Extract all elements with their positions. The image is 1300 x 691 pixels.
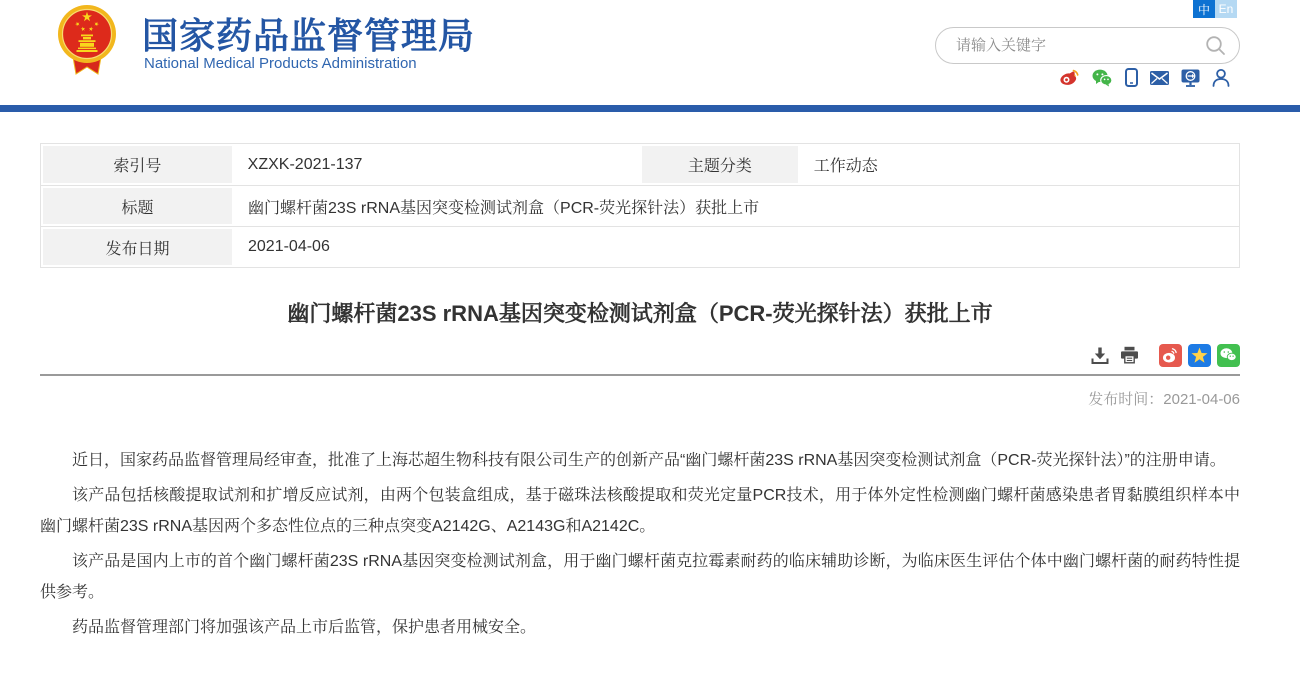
publish-date-value: 2021-04-06 xyxy=(1163,391,1240,408)
table-row xyxy=(41,144,1239,185)
language-switch xyxy=(1193,0,1237,18)
national-emblem-icon xyxy=(56,3,118,76)
site-title-cn: 国家药品监督管理局 xyxy=(142,15,476,56)
title-label: 标题 xyxy=(41,186,234,226)
user-icon[interactable] xyxy=(1212,68,1230,87)
date-label: 发布日期 xyxy=(41,227,234,267)
print-icon[interactable] xyxy=(1120,346,1139,364)
table-row xyxy=(41,185,1239,226)
document-info-table xyxy=(40,143,1240,268)
search-input[interactable] xyxy=(954,36,1205,55)
wechat-share-icon[interactable] xyxy=(1217,344,1240,367)
article-toolbar xyxy=(40,343,1240,367)
publish-date-label: 发布时间： xyxy=(1088,391,1164,408)
weibo-share-icon[interactable] xyxy=(1159,344,1182,367)
mail-icon[interactable] xyxy=(1150,71,1169,85)
article-body xyxy=(40,445,1240,643)
main-content xyxy=(40,143,1240,643)
article-paragraph: 近日，国家药品监督管理局经审查，批准了上海芯超生物科技有限公司生产的创新产品“幽门螺杆菌23S rRNA基因突变检测试剂盒（PCR-荧光探针法）”的注册申请。 xyxy=(72,452,1226,469)
mobile-icon[interactable] xyxy=(1125,68,1138,87)
table-row xyxy=(41,226,1239,267)
lang-en-button[interactable]: En xyxy=(1215,0,1237,18)
qzone-share-icon[interactable] xyxy=(1188,344,1211,367)
search-box xyxy=(935,27,1240,64)
weibo-icon[interactable] xyxy=(1059,68,1080,87)
screen-icon[interactable] xyxy=(1181,69,1200,87)
header-divider-bar xyxy=(0,105,1300,112)
index-label: 索引号 xyxy=(41,144,234,185)
wechat-icon[interactable] xyxy=(1092,68,1113,87)
title-divider xyxy=(40,374,1240,376)
page-title: 幽门螺杆菌23S rRNA基因突变检测试剂盒（PCR-荧光探针法）获批上市 xyxy=(287,301,993,326)
publish-date xyxy=(40,388,1240,409)
social-links xyxy=(1059,68,1230,87)
category-label: 主题分类 xyxy=(640,144,800,185)
site-title-en: National Medical Products Administration xyxy=(144,55,417,72)
index-value: XZXK-2021-137 xyxy=(247,155,363,173)
article-paragraph: 该产品包括核酸提取试剂和扩增反应试剂，由两个包装盒组成，基于磁珠法核酸提取和荧光定量PCR技术，用于体外定性检测幽门螺杆菌感染患者胃黏膜组织样本中幽门螺杆菌23S rRNA基因两个多态性位点的三种点突变A2142G、A2143G和A2142C。 xyxy=(40,487,1240,535)
article-paragraph: 药品监督管理部门将加强该产品上市后监管，保护患者用械安全。 xyxy=(72,619,537,636)
date-value: 2021-04-06 xyxy=(248,238,330,255)
magnifier-icon[interactable] xyxy=(1205,35,1227,57)
site-header xyxy=(0,0,1300,105)
article-paragraph: 该产品是国内上市的首个幽门螺杆菌23S rRNA基因突变检测试剂盒，用于幽门螺杆菌克拉霉素耐药的临床辅助诊断，为临床医生评估个体中幽门螺杆菌的耐药特性提供参考。 xyxy=(40,553,1240,601)
category-value: 工作动态 xyxy=(813,158,878,175)
download-icon[interactable] xyxy=(1091,346,1109,365)
title-value: 幽门螺杆菌23S rRNA基因突变检测试剂盒（PCR-荧光探针法）获批上市 xyxy=(248,199,760,217)
lang-cn-button[interactable]: 中 xyxy=(1193,0,1215,18)
